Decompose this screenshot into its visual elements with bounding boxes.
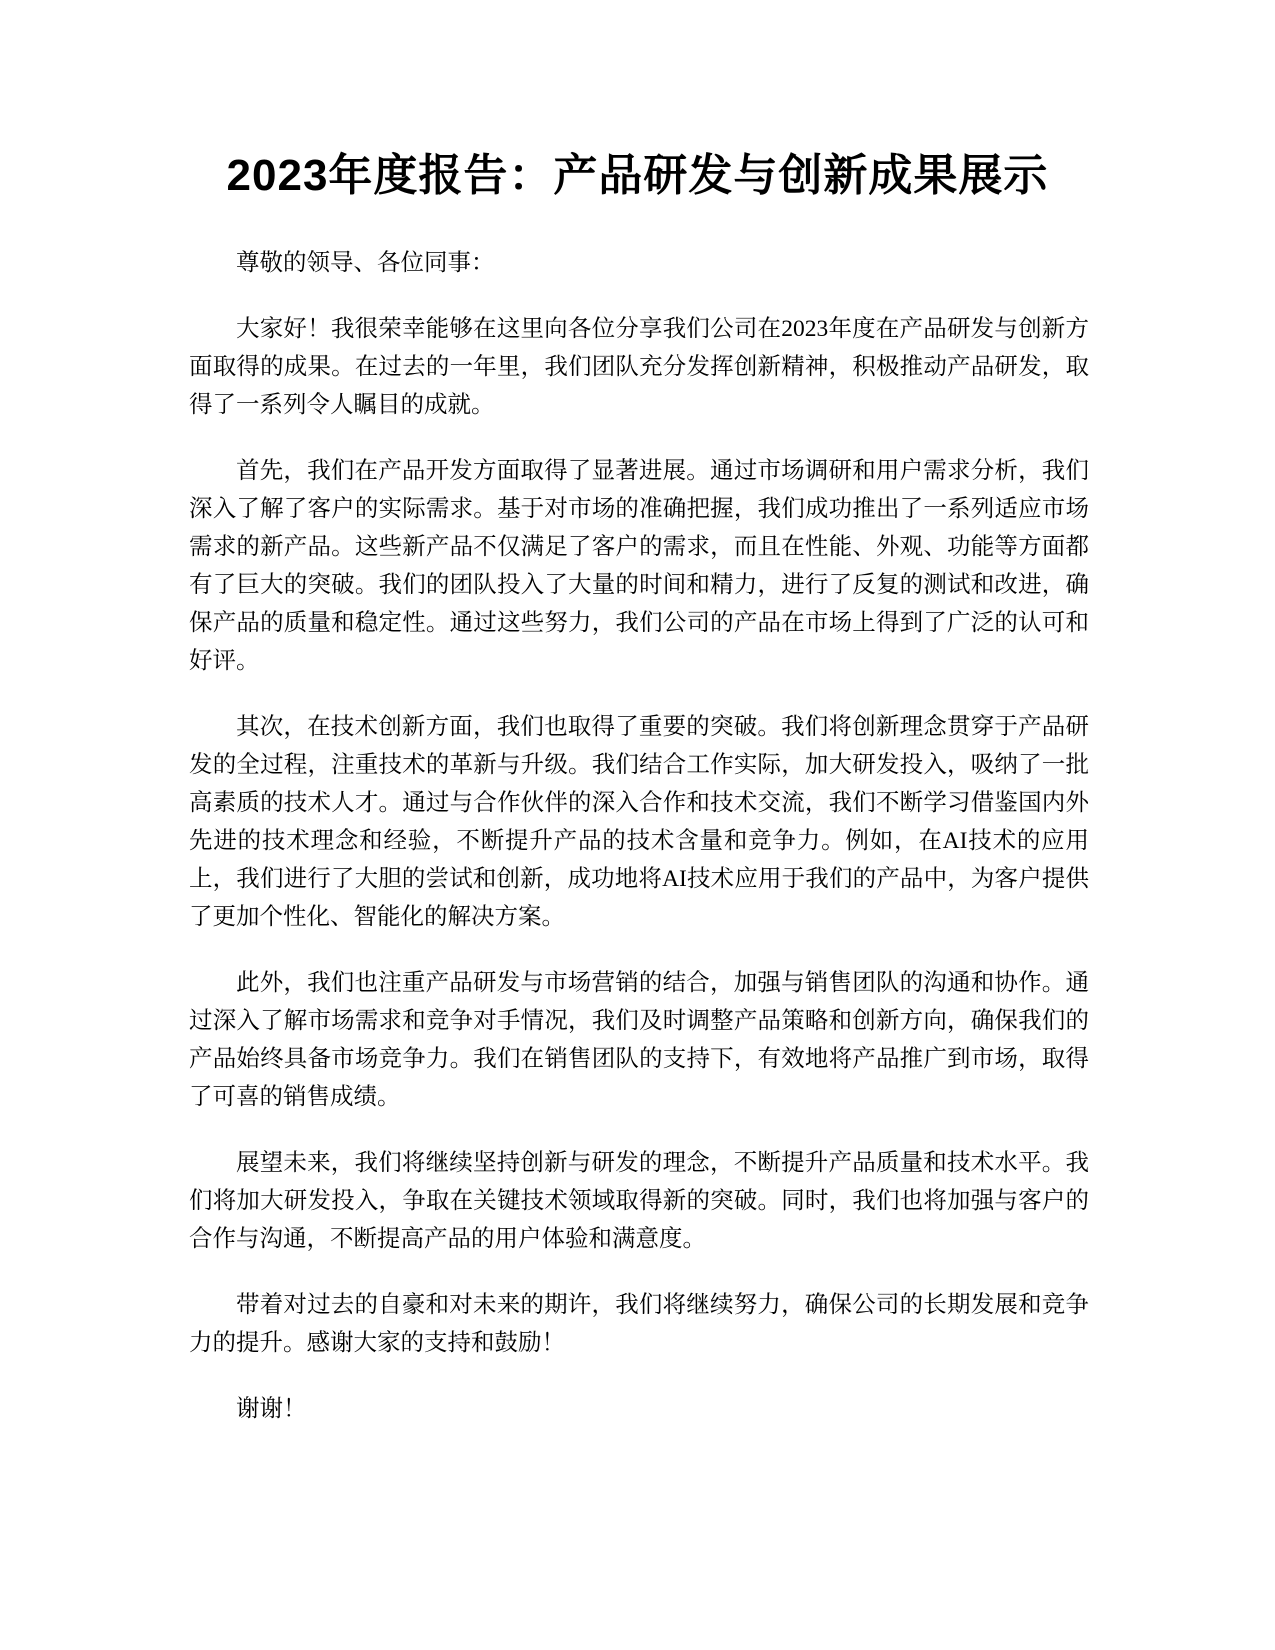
paragraph-closing: 带着对过去的自豪和对未来的期许，我们将继续努力，确保公司的长期发展和竞争力的提升。感谢大家的支持和鼓励！ xyxy=(189,1292,1089,1356)
paragraph-marketing: 此外，我们也注重产品研发与市场营销的结合，加强与销售团队的沟通和协作。通过深入了解市场需求和竞争对手情况，我们及时调整产品策略和创新方向，确保我们的产品始终具备市场竞争力。我们在销售团队的支持下，有效地将产品推广到市场，取得了可喜的销售成绩。 xyxy=(189,970,1089,1110)
paragraph-technical-innovation: 其次，在技术创新方面，我们也取得了重要的突破。我们将创新理念贯穿于产品研发的全过程，注重技术的革新与升级。我们结合工作实际，加大研发投入，吸纳了一批高素质的技术人才。通过与合作伙伴的深入合作和技术交流，我们不断学习借鉴国内外先进的技术理念和经验，不断提升产品的技术含量和竞争力。例如，在AI技术的应用上，我们进行了大胆的尝试和创新，成功地将AI技术应用于我们的产品中，为客户提供了更加个性化、智能化的解决方案。 xyxy=(189,714,1089,930)
paragraph-product-development: 首先，我们在产品开发方面取得了显著进展。通过市场调研和用户需求分析，我们深入了解了客户的实际需求。基于对市场的准确把握，我们成功推出了一系列适应市场需求的新产品。这些新产品不仅满足了客户的需求，而且在性能、外观、功能等方面都有了巨大的突破。我们的团队投入了大量的时间和精力，进行了反复的测试和改进，确保产品的质量和稳定性。通过这些努力，我们公司的产品在市场上得到了广泛的认可和好评。 xyxy=(189,458,1089,674)
paragraph-thanks: 谢谢！ xyxy=(236,1396,307,1422)
paragraph-salutation: 尊敬的领导、各位同事： xyxy=(236,250,495,276)
document-title: 2023年度报告：产品研发与创新成果展示 xyxy=(226,151,1049,200)
paragraph-greeting: 大家好！我很荣幸能够在这里向各位分享我们公司在2023年度在产品研发与创新方面取得的成果。在过去的一年里，我们团队充分发挥创新精神，积极推动产品研发，取得了一系列令人瞩目的成就。 xyxy=(189,316,1089,418)
paragraph-outlook: 展望未来，我们将继续坚持创新与研发的理念，不断提升产品质量和技术水平。我们将加大研发投入，争取在关键技术领域取得新的突破。同时，我们也将加强与客户的合作与沟通，不断提高产品的用户体验和满意度。 xyxy=(189,1150,1089,1252)
document-body xyxy=(189,244,1089,1456)
